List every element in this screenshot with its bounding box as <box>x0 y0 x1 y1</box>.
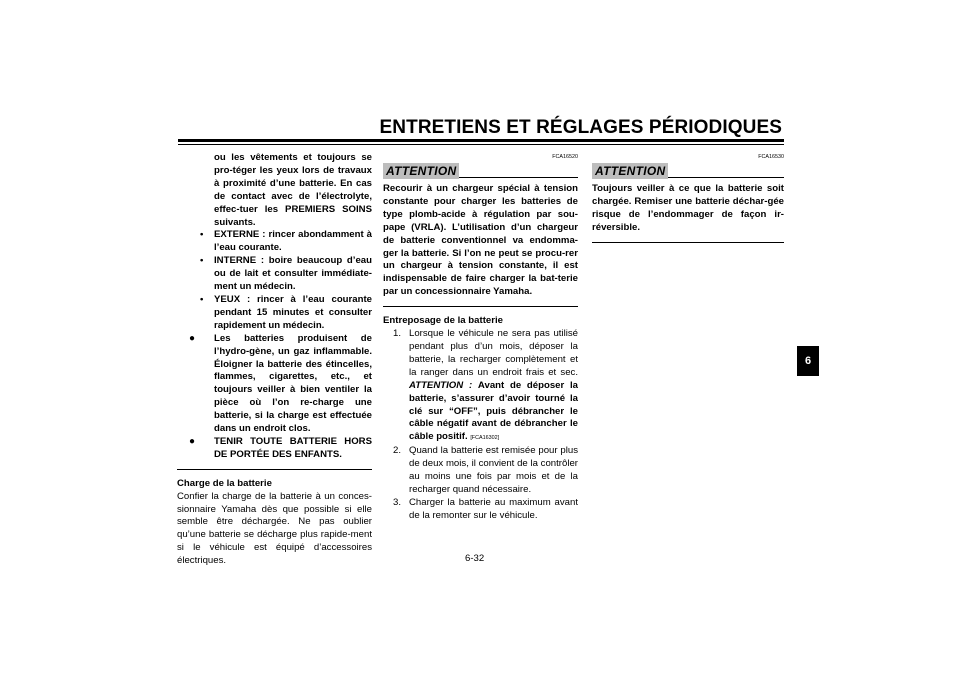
attention-heading-rule <box>459 177 578 178</box>
inline-attention-text: Avant de déposer la batterie, s’assurer d’avoir tourné la clé sur “OFF”, puis débrancher le câble négatif avant de débrancher le câble positif. <box>409 379 578 443</box>
attention-heading-rule <box>668 177 784 178</box>
bullet-icon: • <box>200 255 204 267</box>
inline-attention-code: [FCA16302] <box>470 435 500 442</box>
chapter-tab: 6 <box>797 346 819 376</box>
attention-text: Toujours veiller à ce que la batterie soit chargée. Remiser une batterie déchar-gée risque de l’endommager de façon ir-réversible. <box>592 183 784 233</box>
left-column <box>177 152 372 568</box>
section-title-charge: Charge de la batterie <box>177 477 272 489</box>
page-header-title: ENTRETIENS ET RÉGLAGES PÉRIODIQUES <box>379 117 782 138</box>
children-warning-text: TENIR TOUTE BATTERIE HORS DE PORTÉE DES ENFANTS. <box>214 435 372 460</box>
hydrogen-warning-text: Les batteries produisent de l’hydro-gène, un gaz inflammable. Éloigner la batterie des étincelles, flammes, cigarettes, etc., et toujours veiller à bien ventiler la pièce où l’on re-charge une batterie, si la charge est effectuée dans un endroit clos. <box>214 332 372 435</box>
storage-step <box>383 497 578 523</box>
attention-end-rule <box>592 242 784 243</box>
header-rule-thick <box>178 139 784 142</box>
attention-text: Recourir à un chargeur spécial à tension constante pour charger les batteries de type plomb-acide à régulation par sou-pape (VRLA). L’utilisation d’un chargeur de batterie conventionnel va endomma-ger la batterie. Si l’on ne peut se procu-rer un chargeur à tension constante, il est indispensable de faire charger la bat-terie par un concessionnaire Yamaha. <box>383 183 578 298</box>
inline-attention-label: ATTENTION : <box>409 379 473 391</box>
attention-end-rule <box>383 306 578 307</box>
storage-step <box>383 445 578 497</box>
bullet-icon: • <box>200 229 204 241</box>
warning-bullet <box>177 333 372 436</box>
step-text: Lorsque le véhicule ne sera pas utilisé pendant plus d’un mois, déposer la batterie, la recharger complètement et la ranger dans un endroit frais et sec. <box>409 328 578 378</box>
first-aid-item <box>177 229 372 255</box>
first-aid-item <box>177 255 372 294</box>
right-column <box>592 152 784 251</box>
step-text: Quand la batterie est remisée pour plus de deux mois, il convient de la contrôler au moins une fois par mois et de la recharger quand nécessaire. <box>409 445 578 495</box>
warning-end-rule <box>177 469 372 470</box>
header-rule-thin <box>178 144 784 145</box>
attention-heading <box>383 161 578 179</box>
filled-circle-bullet-icon: ● <box>189 332 196 344</box>
step-number: 1. <box>393 328 402 340</box>
attention-reference-code: FCA16530 <box>758 154 784 160</box>
section-body-charge: Confier la charge de la batterie à un conces-sionnaire Yamaha dès que possible si elle semble être déchargée. Ne pas oublier qu’une batterie se décharge plus rapide-ment si le véhicule est équipé d’accessoires électriques. <box>177 490 372 567</box>
storage-step <box>383 328 578 445</box>
bullet-icon: • <box>200 293 204 305</box>
attention-label: ATTENTION <box>592 163 668 179</box>
attention-reference-code: FCA16520 <box>552 154 578 160</box>
step-text: Charger la batterie au maximum avant de la remonter sur le véhicule. <box>409 496 578 521</box>
filled-circle-bullet-icon: ● <box>189 435 196 447</box>
step-number: 2. <box>393 445 402 457</box>
section-title-storage: Entreposage de la batterie <box>383 315 503 327</box>
warning-intro-text: ou les vêtements et toujours se pro-téger les yeux lors de travaux à proximité d’une batterie. En cas de contact avec de l’électrolyte, effec-tuer les PREMIERS SOINS suivants. <box>214 152 372 228</box>
first-aid-external: EXTERNE : rincer abondamment à l’eau courante. <box>214 229 372 254</box>
attention-heading <box>592 161 784 179</box>
first-aid-internal: INTERNE : boire beaucoup d’eau ou de lait et consulter immédiate-ment un médecin. <box>214 255 372 293</box>
page-number: 6-32 <box>465 553 485 564</box>
first-aid-eyes: YEUX : rincer à l’eau courante pendant 15 minutes et consulter rapidement un médecin. <box>214 293 372 331</box>
middle-column <box>383 152 578 523</box>
warning-bullet <box>177 436 372 462</box>
first-aid-item <box>177 294 372 333</box>
step-number: 3. <box>393 496 402 508</box>
attention-label: ATTENTION <box>383 163 459 179</box>
